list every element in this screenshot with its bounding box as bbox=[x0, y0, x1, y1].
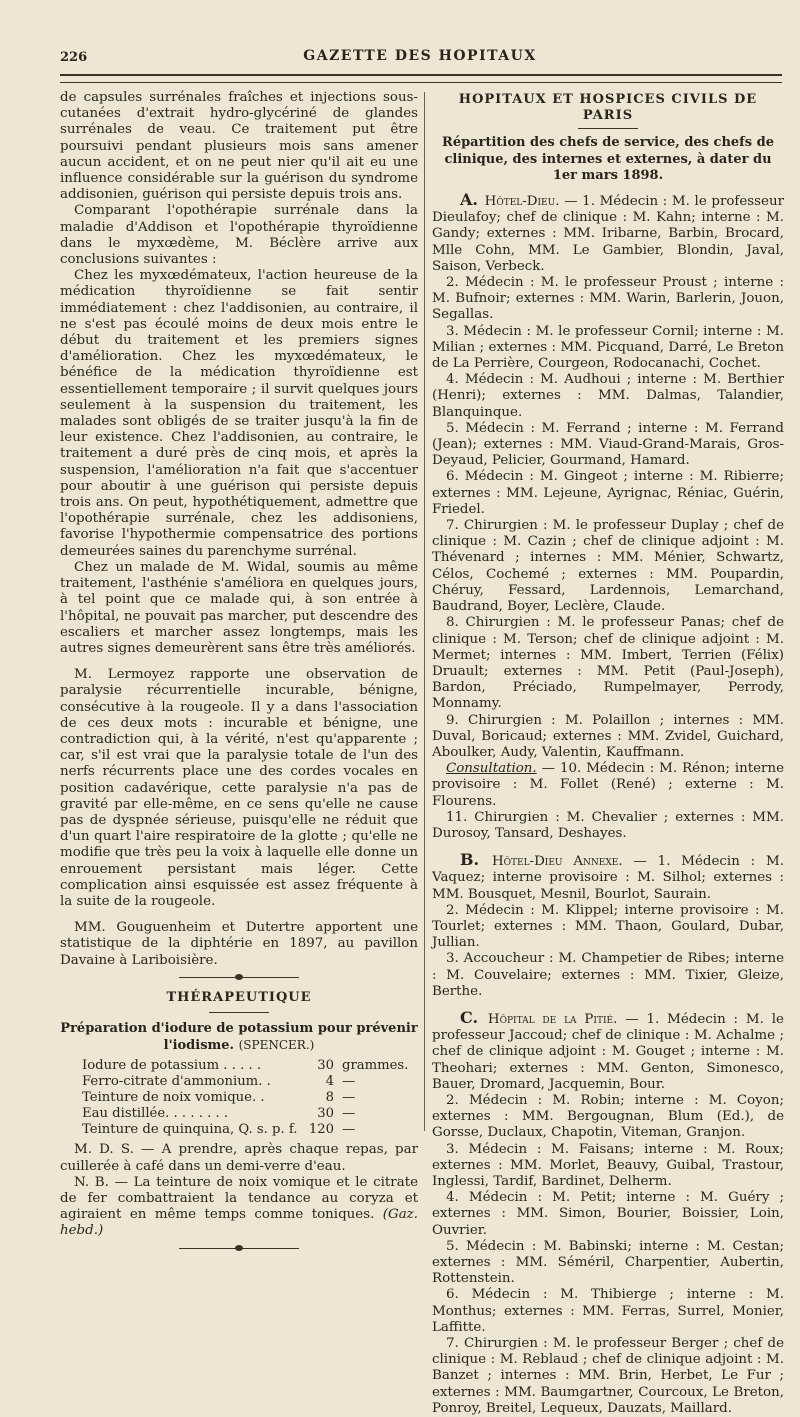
entry-text: — 1. Médecin : M. le professeur Jaccoud; chef de clinique : M. Achalme ; chef de clinique adjoint : M. Gouget ; interne : M. Theohari; externes : MM. Genton, Simonesco, Bauer, Dromard, Jacquemin, Bour. bbox=[432, 1011, 784, 1092]
paragraph: 9. Chirurgien : M. Polaillon ; internes : MM. Duval, Boricaud; externes : MM. Zvidel, Guichard, Aboulker, Audy, Valentin, Kauffmann. bbox=[432, 712, 784, 760]
ingredient-name: Ferro-citrate d'ammonium. . bbox=[82, 1074, 271, 1090]
paragraph: 7. Chirurgien : M. le professeur Berger ; chef de clinique : M. Reblaud ; chef de clinique adjoint : M. Banzet ; internes : MM. Brin, Herbet, Le Fur ; externes : MM. Baumgartner, Courcoux, Le Breton, Ponroy, Breitel, Lequeux, Dauzats, Maillard. bbox=[432, 1336, 784, 1416]
recipe-title bbox=[60, 1021, 418, 1054]
section-letter: B. bbox=[460, 850, 480, 870]
paragraph: 4. Médecin : M. Audhoui ; interne : M. Berthier (Henri); externes : MM. Dalmas, Talandier, Blanquinque. bbox=[432, 372, 784, 420]
column-divider bbox=[424, 92, 425, 1131]
paragraph: 5. Médecin : M. Babinski; interne : M. Cestan; externes : MM. Séméril, Charpentier, Aubertin, Rottenstein. bbox=[432, 1238, 784, 1287]
paragraph: 5. Médecin : M. Ferrand ; interne : M. Ferrand (Jean); externes : MM. Viaud-Grand-Marais, Gros-Deyaud, Pelicier, Gourmand, Hamard. bbox=[432, 420, 784, 469]
paragraph: de capsules surrénales fraîches et injections sous-cutanées d'extrait hydro-glycériné de glandes surrénales de veau. Ce traitement put être poursuivi pendant plusieurs mois sans amener aucun accident, et on ne peut nier qu'il ait eu une influence considérable sur la guérison du syndrome addisonien, guérison qui persiste depuis trois ans. bbox=[60, 90, 418, 203]
section-title: THÉRAPEUTIQUE bbox=[166, 989, 312, 1005]
header-rule bbox=[60, 74, 782, 83]
recipe-row bbox=[82, 1074, 418, 1090]
paragraph: 3. Accoucheur : M. Champetier de Ribes; interne : M. Couvelaire; externes : MM. Tixier, Gleize, Berthe. bbox=[432, 951, 784, 999]
spacer bbox=[60, 910, 418, 920]
ingredient-qty: 30 bbox=[317, 1106, 334, 1122]
ingredient-unit: — bbox=[342, 1090, 356, 1106]
ingredient-unit: — bbox=[342, 1106, 356, 1122]
paragraph: Chez un malade de M. Widal, soumis au même traitement, l'asthénie s'améliora en quelques jours, à tel point que ce malade qui, à son entrée à l'hôpital, ne pouvait pas marcher, put descendre des escaliers et marcher assez longtemps, mais les autres signes demeurèrent sans être très améliorés. bbox=[60, 559, 418, 656]
ingredient-qty: 120 bbox=[308, 1122, 334, 1138]
ingredient-unit: grammes. bbox=[342, 1058, 409, 1074]
recipe-row bbox=[82, 1106, 418, 1122]
paragraph: M. D. S. — A prendre, après chaque repas, par cuillerée à café dans un demi-verre d'eau. bbox=[60, 1142, 418, 1174]
paragraph bbox=[432, 192, 784, 275]
ingredient-unit: — bbox=[342, 1074, 356, 1090]
paragraph: M. Lermoyez rapporte une observation de paralysie récurrentielle incurable, bénigne, consécutive à la rougeole. Il y a dans l'association de ces deux mots : incurable et bénigne, une contradiction qui, à la vérité, n'est qu'apparente ; car, s'il est vrai que la paralysie totale de l'un des nerfs récurrents place une des cordes vocales en position cadavérique, cette paralysie n'a pas de gravité par elle-même, en ce sens qu'elle ne cause pas de dyspnée sérieuse, puisqu'elle ne réduit que d'un quart l'aire respiratoire de la glotte ; qu'elle ne modifie que très peu la voix à laquelle elle donne un enrouement persistant mais léger. Cette complication ainsi esquissée est assez fréquente à la suite de la rougeole. bbox=[60, 667, 418, 909]
paragraph: MM. Gouguenheim et Dutertre apportent une statistique de la diphtérie en 1897, au pavillon Davaine à Lariboisière. bbox=[60, 920, 418, 968]
page-number: 226 bbox=[60, 50, 88, 65]
spacer bbox=[60, 657, 418, 667]
section-rule bbox=[209, 1012, 269, 1013]
paragraph: Comparant l'opothérapie surrénale dans la maladie d'Addison et l'opothérapie thyroïdienne dans le myxœdème, M. Béclère arrive aux conclusions suivantes : bbox=[60, 203, 418, 268]
ingredient-name: Teinture de noix vomique. . bbox=[82, 1090, 265, 1106]
section-letter: C. bbox=[460, 1007, 479, 1027]
paragraph: 4. Médecin : M. Petit; interne : M. Guéry ; externes : MM. Simon, Bourier, Boissier, Loin, Ouvrier. bbox=[432, 1190, 784, 1238]
paragraph bbox=[432, 1007, 784, 1093]
hospital-name: Hôtel-Dieu Annexe. bbox=[491, 854, 623, 870]
entry-text: — 1. Médecin : M. Vaquez; interne provisoire : M. Silhol; externes : MM. Bousquet, Mesnil, Bourlot, Saurain. bbox=[432, 854, 784, 902]
recipe-list bbox=[82, 1058, 418, 1138]
journal-title: GAZETTE DES HOPITAUX bbox=[303, 48, 537, 64]
recipe-author: (SPENCER.) bbox=[238, 1038, 315, 1053]
spacer bbox=[432, 842, 784, 852]
paragraph bbox=[432, 761, 784, 810]
section-subtitle: Répartition des chefs de service, des chefs de clinique, des internes et externes, à dater du 1er mars 1898. bbox=[442, 135, 774, 183]
entry-text: — 10. Médecin : M. Rénon; interne provisoire : M. Follet (René) ; externe : M. Flourens. bbox=[432, 761, 784, 809]
paragraph: 11. Chirurgien : M. Chevalier ; externes : MM. Durosoy, Tansard, Deshayes. bbox=[432, 809, 784, 841]
paragraph: 6. Médecin : M. Gingeot ; interne : M. Ribierre; externes : MM. Lejeune, Ayrignac, Réniac, Guérin, Friedel. bbox=[432, 469, 784, 517]
ingredient-qty: 30 bbox=[317, 1058, 334, 1074]
hospital-name: Hôpital de la Pitié. bbox=[487, 1011, 618, 1027]
paragraph: 7. Chirurgien : M. le professeur Duplay ; chef de clinique : M. Cazin ; chef de clinique adjoint : M. Thévenard ; internes : MM. Ménier, Schwartz, Célos, Cochemé ; externes : MM. Poupardin, Chéruy, Fessard, Lardennois, Lemarchand, Baudrand, Boyer, Leclère, Claude. bbox=[432, 518, 784, 615]
entry-text: — 1. Médecin : M. le professeur Dieulafoy; chef de clinique : M. Kahn; interne : M. Gandy; externes : MM. Iribarne, Barbin, Brocard, Mlle Cohn, MM. Le Gambier, Blondin, Javal, Saison, Verbeck. bbox=[432, 194, 784, 274]
paragraph bbox=[432, 852, 784, 903]
consultation-label: Consultation. bbox=[446, 761, 537, 777]
ingredient-unit: — bbox=[342, 1122, 356, 1138]
note-text: N. B. — La teinture de noix vomique et le citrate de fer combattraient la tendance au coryza et agiraient en même temps comme toniques. bbox=[60, 1174, 418, 1223]
left-column bbox=[60, 90, 418, 1261]
note-source: (Gaz. hebd.) bbox=[60, 1207, 418, 1239]
ingredient-qty: 4 bbox=[325, 1074, 334, 1090]
recipe-title-text: Préparation d'iodure de potassium pour prévenir l'iodisme. bbox=[60, 1020, 418, 1054]
paragraph: 2. Médecin : M. Robin; interne : M. Coyon; externes : MM. Bergougnan, Blum (Ed.), de Gorsse, Duclaux, Chapotin, Viteman, Granjon. bbox=[432, 1092, 784, 1141]
paragraph: Chez les myxœdémateux, l'action heureuse de la médication thyroïdienne se fait sentir immédiatement : chez l'addisonien, au contraire, il ne s'est pas écoulé moins de deux mois entre le début du traitement et les premiers signes d'amélioration. Chez les myxœdémateux, le bénéfice de la médication thyroïdienne est essentiellement temporaire ; il survit quelques jours seulement à la suspension du traitement, les malades sont obligés de se traiter jusqu'à la fin de leur existence. Chez l'addisonien, au contraire, le traitement a duré près de cinq mois, et après la suspension, l'amélioration n'a fait que s'accentuer pour aboutir à une guérison qui persiste depuis trois ans. On peut, hypothétiquement, admettre que l'opothérapie surrénale, chez les addisoniens, favorise l'hypothermie compensatrice des portions demeurées saines du parenchyme surrénal. bbox=[60, 268, 418, 559]
recipe-row bbox=[82, 1122, 418, 1138]
paragraph: 2. Médecin : M. le professeur Proust ; interne : M. Bufnoir; externes : MM. Warin, Barlerin, Jouon, Segallas. bbox=[432, 275, 784, 323]
ingredient-name: Eau distillée. . . . . . . . bbox=[82, 1106, 229, 1122]
section-title: HOPITAUX ET HOSPICES CIVILS DE PARIS bbox=[458, 92, 758, 124]
ingredient-name: Iodure de potassium . . . . . bbox=[82, 1058, 262, 1074]
paragraph bbox=[60, 1175, 418, 1240]
right-column bbox=[432, 90, 784, 1417]
section-ornament bbox=[179, 1248, 299, 1251]
paragraph: 2. Médecin : M. Klippel; interne provisoire : M. Tourlet; externes : MM. Thaon, Goulard, Dubar, Jullian. bbox=[432, 902, 784, 951]
paragraph: 8. Chirurgien : M. le professeur Panas; chef de clinique : M. Terson; chef de clinique adjoint : M. Mermet; internes : MM. Imbert, Terrien (Félix) Druault; externes : MM. Petit (Paul-Joseph), Bardon, Préciado, Rumpelmayer, Perrody, Monnamy. bbox=[432, 615, 784, 712]
ingredient-qty: 8 bbox=[325, 1090, 334, 1106]
paragraph: 3. Médecin : M. Faisans; interne : M. Roux; externes : MM. Morlet, Beauvy, Guibal, Trastour, Inglessi, Tardif, Bardinet, Delherm. bbox=[432, 1141, 784, 1189]
section-rule bbox=[578, 128, 638, 129]
page-header bbox=[60, 46, 780, 68]
paragraph: 3. Médecin : M. le professeur Cornil; interne : M. Milian ; externes : MM. Picquand, Darré, Le Breton de La Perrière, Courgeon, Rodocanachi, Cochet. bbox=[432, 323, 784, 372]
section-letter: A. bbox=[460, 190, 478, 210]
spacer bbox=[432, 1000, 784, 1010]
recipe-row bbox=[82, 1090, 418, 1106]
recipe-row bbox=[82, 1058, 418, 1074]
paragraph: 6. Médecin : M. Thibierge ; interne : M. Monthus; externes : MM. Ferras, Surrel, Monier, Laffitte. bbox=[432, 1287, 784, 1335]
section-ornament bbox=[179, 977, 299, 980]
hospital-name: Hôtel-Dieu. bbox=[484, 194, 560, 210]
ingredient-name: Teinture de quinquina, Q. s. p. f. bbox=[82, 1122, 298, 1138]
